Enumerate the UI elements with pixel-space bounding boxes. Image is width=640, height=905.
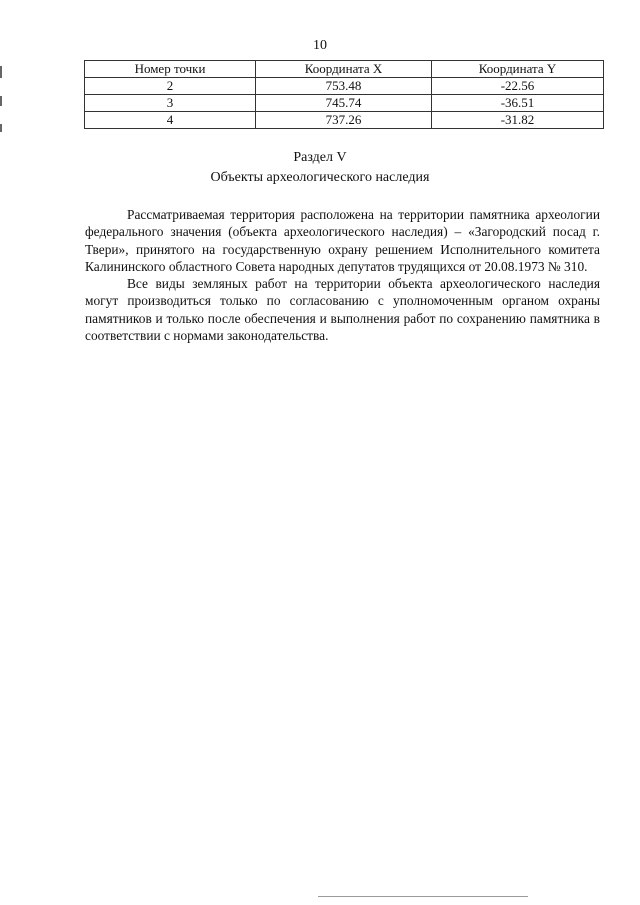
scan-margin-mark bbox=[0, 124, 2, 132]
section-heading: Раздел V bbox=[293, 150, 347, 165]
section-subheading: Объекты археологического наследия bbox=[210, 170, 430, 185]
body-text bbox=[85, 206, 600, 344]
column-header-y: Координата Y bbox=[432, 61, 604, 78]
table-row bbox=[85, 78, 604, 95]
coordinate-y-cell: -36.51 bbox=[432, 95, 604, 112]
coordinate-x-cell: 753.48 bbox=[256, 78, 432, 95]
column-header-point: Номер точки bbox=[85, 61, 256, 78]
table-row bbox=[85, 112, 604, 129]
point-number-cell: 3 bbox=[85, 95, 256, 112]
scan-artifact-line bbox=[318, 896, 528, 897]
paragraph: Все виды земляных работ на территории объекта археологического наследия могут производиться только по согласованию с уполномоченным органом охраны памятников и только после обеспечения и выполнения работ по сохранению памятника в соответствии с нормами законодательства. bbox=[85, 276, 600, 344]
point-number-cell: 2 bbox=[85, 78, 256, 95]
coordinates-table bbox=[84, 60, 604, 129]
page-number: 10 bbox=[313, 38, 327, 53]
table-header-row bbox=[85, 61, 604, 78]
table-row bbox=[85, 95, 604, 112]
coordinate-y-cell: -31.82 bbox=[432, 112, 604, 129]
coordinate-x-cell: 745.74 bbox=[256, 95, 432, 112]
column-header-x: Координата X bbox=[256, 61, 432, 78]
coordinate-y-cell: -22.56 bbox=[432, 78, 604, 95]
scan-margin-mark bbox=[0, 66, 2, 78]
scan-margin-mark bbox=[0, 96, 2, 106]
point-number-cell: 4 bbox=[85, 112, 256, 129]
paragraph: Рассматриваемая территория расположена на территории памятника археологии федерального значения (объекта археологического наследия) – «Загородский посад г. Твери», принятого на государственную охрану решением Исполнительного комитета Калининского областного Совета народных депутатов трудящихся от 20.08.1973 № 310. bbox=[85, 207, 600, 274]
coordinate-x-cell: 737.26 bbox=[256, 112, 432, 129]
